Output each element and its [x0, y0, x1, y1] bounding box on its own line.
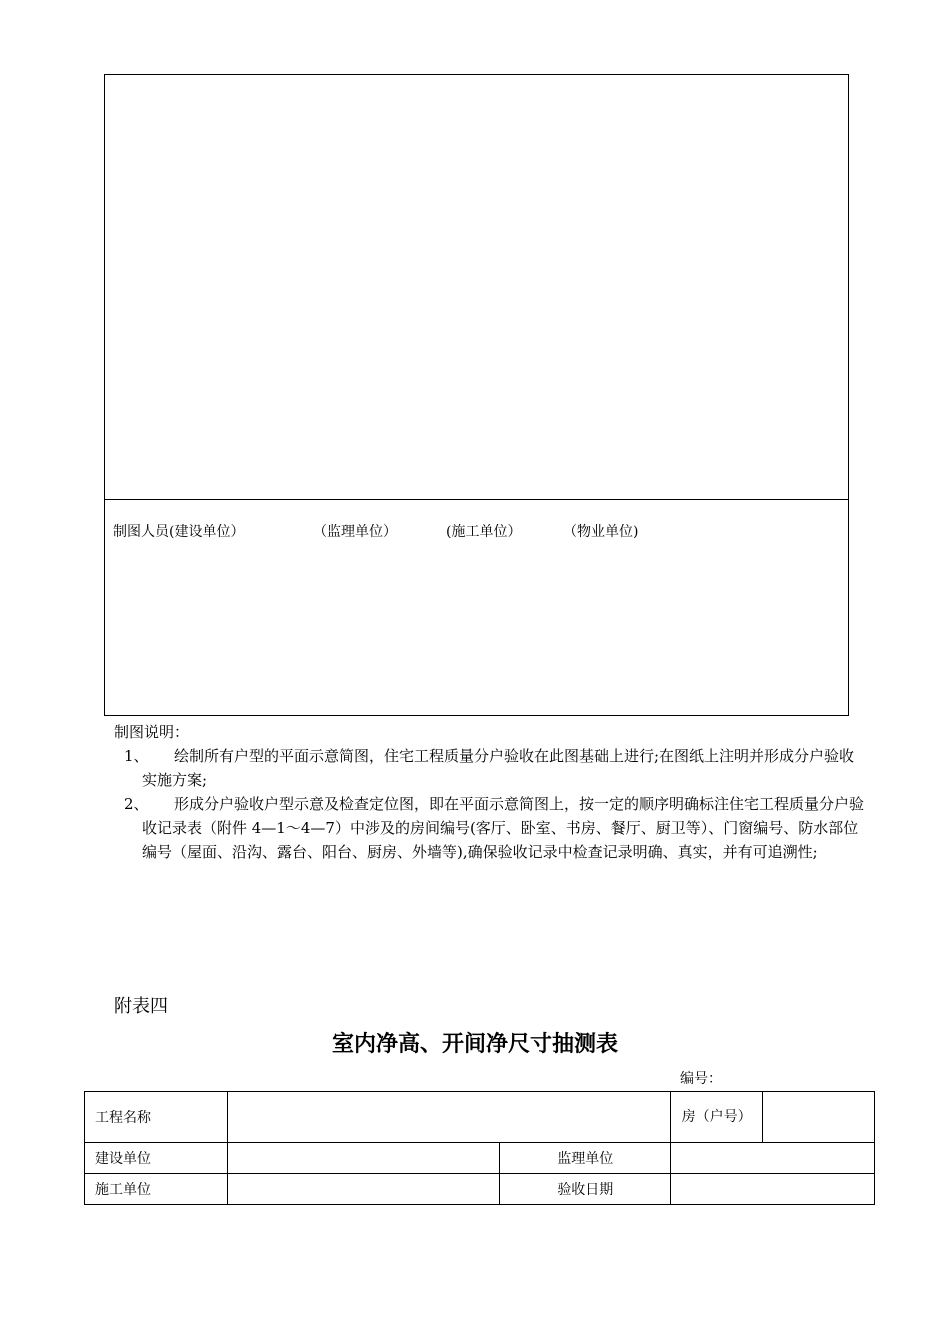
note-number: 2、	[124, 795, 149, 813]
table-row	[85, 1174, 875, 1205]
table-row	[85, 1143, 875, 1174]
project-name-label: 工程名称	[85, 1092, 228, 1143]
note-item	[114, 744, 864, 792]
contractor-value[interactable]	[227, 1174, 500, 1205]
note-item	[114, 792, 864, 864]
form-title: 室内净高、开间净尺寸抽测表	[331, 1031, 618, 1057]
supervisor-value[interactable]	[671, 1143, 875, 1174]
note-text: 形成分户验收户型示意及检查定位图，即在平面示意简图上，按一定的顺序明确标注住宅工程质量分户验收记录表（附件 4—1～4—7）中涉及的房间编号(客厅、卧室、书房、餐厅、厨卫等）、门窗编号、防水部位编号（屋面、沿沟、露台、阳台、厨房、外墙等),确保验收记录中检查记录明确、真实，并有可追溯性;	[142, 795, 865, 861]
room-number-value[interactable]	[763, 1092, 875, 1143]
notes-heading: 制图说明：	[114, 723, 190, 741]
measurement-form-table	[84, 1091, 875, 1205]
room-number-label: 房（户号）	[671, 1092, 763, 1143]
signature-label-contractor: (施工单位）	[446, 524, 522, 540]
signature-label-builder: 制图人员(建设单位）	[113, 524, 245, 540]
table-row	[85, 1092, 875, 1143]
signature-label-supervisor: （监理单位）	[313, 524, 397, 540]
acceptance-date-label: 验收日期	[500, 1174, 671, 1205]
form-code-label: 编号：	[680, 1071, 722, 1087]
project-name-value[interactable]	[227, 1092, 670, 1143]
acceptance-date-value[interactable]	[671, 1174, 875, 1205]
note-number: 1、	[124, 747, 149, 765]
supervisor-label: 监理单位	[500, 1143, 671, 1174]
note-text: 绘制所有户型的平面示意简图，住宅工程质量分户验收在此图基础上进行;在图纸上注明并形成分户验收实施方案;	[142, 747, 855, 789]
floor-plan-drawing-area	[104, 74, 849, 716]
appendix-label: 附表四	[114, 996, 168, 1017]
drawing-divider	[105, 499, 848, 500]
builder-value[interactable]	[227, 1143, 500, 1174]
builder-label: 建设单位	[85, 1143, 228, 1174]
drawing-notes	[114, 720, 864, 864]
contractor-label: 施工单位	[85, 1174, 228, 1205]
signature-label-property: （物业单位)	[563, 524, 639, 540]
